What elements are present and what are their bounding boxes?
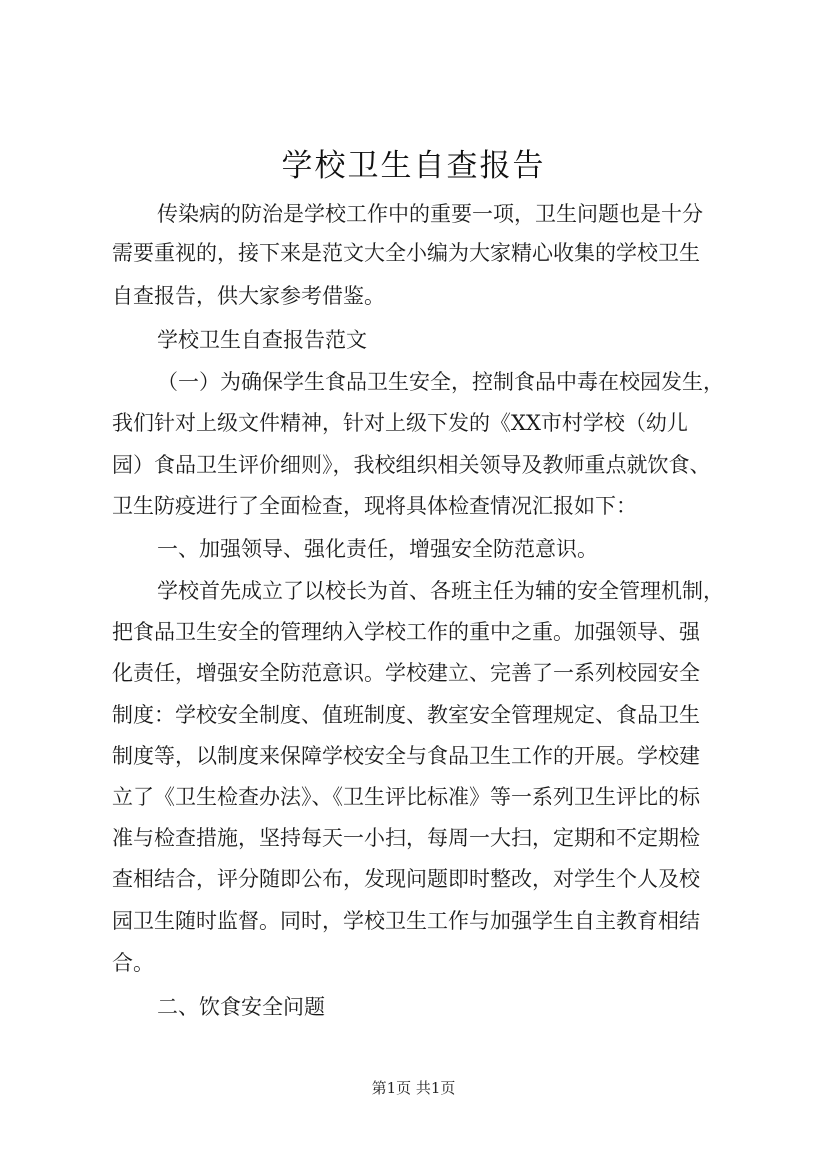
body-line-12: 化责任，增强安全防范意识。学校建立、完善了一系列校园安全 [112,661,700,685]
body-line-16: 准与检查措施，坚持每天一小扫，每周一大扫，定期和不定期检 [112,826,700,850]
body-line-13: 制度：学校安全制度、值班制度、教室安全管理规定、食品卫生 [112,703,700,727]
body-line-9: 一、加强领导、强化责任，增强安全防范意识。 [157,537,598,561]
body-line-2: 需要重视的，接下来是范文大全小编为大家精心收集的学校卫生 [112,241,700,265]
body-line-6: 我们针对上级文件精神，针对上级下发的《XX市村学校（幼儿 [112,411,688,435]
body-line-5: （一）为确保学生食品卫生安全，控制食品中毒在校园发生， [157,370,724,394]
body-line-3: 自查报告，供大家参考借鉴。 [112,284,385,308]
body-line-8: 卫生防疫进行了全面检查，现将具体检查情况汇报如下： [112,494,637,518]
body-line-17: 查相结合，评分随即公布，发现问题即时整改，对学生个人及校 [112,867,700,891]
body-line-11: 把食品卫生安全的管理纳入学校工作的重中之重。加强领导、强 [112,620,700,644]
document-title: 学校卫生自查报告 [281,148,546,184]
body-line-4: 学校卫生自查报告范文 [157,328,367,352]
body-line-20: 二、饮食安全问题 [157,995,325,1019]
body-line-1: 传染病的防治是学校工作中的重要一项，卫生问题也是十分 [157,202,703,226]
body-line-10: 学校首先成立了以校长为首、各班主任为辅的安全管理机制， [157,579,724,603]
page-footer: 第1页 共1页 [371,1079,456,1097]
body-line-19: 合。 [112,951,154,975]
body-line-18: 园卫生随时监督。同时，学校卫生工作与加强学生自主教育相结 [112,909,700,933]
body-line-14: 制度等，以制度来保障学校安全与食品卫生工作的开展。学校建 [112,744,700,768]
body-line-15: 立了《卫生检查办法》、《卫生评比标准》等一系列卫生评比的标 [112,785,700,809]
body-line-7: 园）食品卫生评价细则》，我校组织相关领导及教师重点就饮食、 [112,453,711,477]
